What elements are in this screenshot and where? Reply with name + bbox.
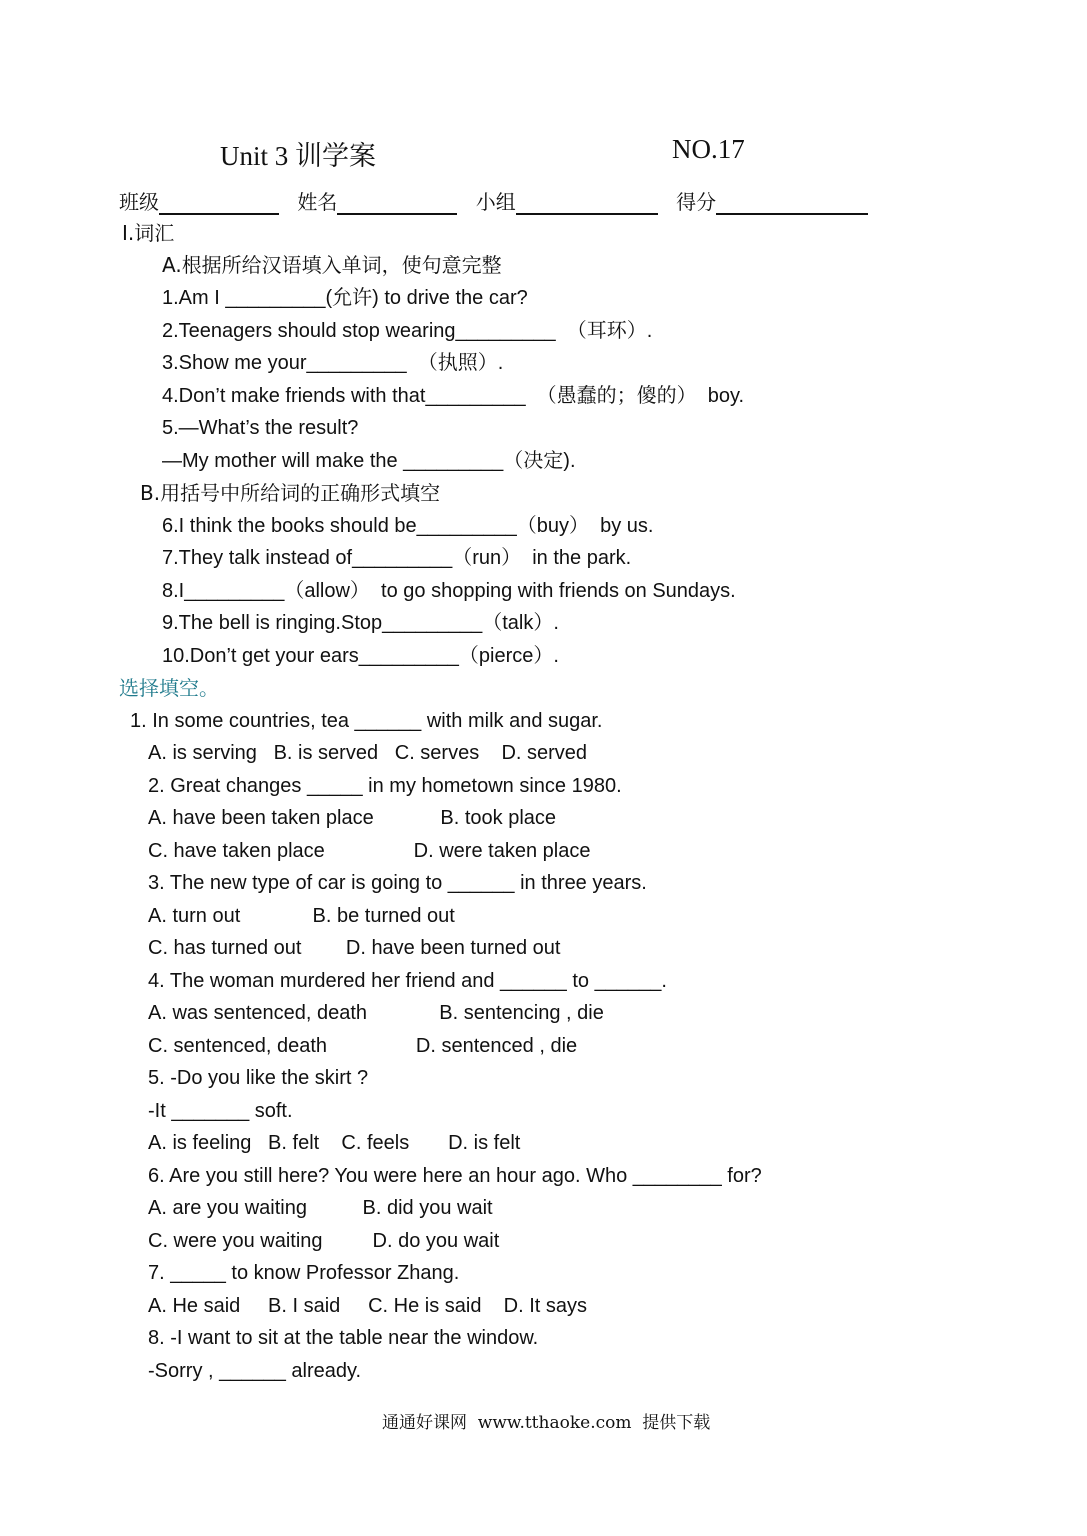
choice-line: -Sorry , ______ already.: [148, 1360, 362, 1382]
footer-source: 通通好课网 www.tthaoke.com 提供下载: [382, 1413, 711, 1433]
choice-line: C. have taken place D. were taken place: [148, 840, 591, 862]
name-label: 姓名: [297, 190, 338, 214]
choice-line: A. was sentenced, death B. sentencing , die: [148, 1002, 604, 1024]
choice-line: A. turn out B. be turned out: [148, 905, 455, 927]
choice-line: 2. Great changes _____ in my hometown since 1980.: [148, 775, 622, 797]
vocab-item: 4.Don’t make friends with that_________ （愚蠢的；傻的） boy.: [162, 385, 745, 407]
section-choice-heading: 选择填空。: [119, 676, 219, 700]
choice-line: 6. Are you still here? You were here an hour ago. Who ________ for?: [148, 1165, 762, 1187]
vocab-item: 5.—What’s the result?: [162, 417, 359, 439]
choice-line: A. is serving B. is served C. serves D. served: [148, 742, 588, 764]
choice-line: C. were you waiting D. do you wait: [148, 1230, 500, 1252]
choice-line: A. He said B. I said C. He is said D. It says: [148, 1295, 588, 1317]
choice-line: 5. -Do you like the skirt ?: [148, 1067, 369, 1089]
score-blank: [716, 191, 868, 215]
choice-line: 1. In some countries, tea ______ with milk and sugar.: [130, 710, 603, 732]
choice-line: 3. The new type of car is going to ______ in three years.: [148, 872, 647, 894]
choice-line: 4. The woman murdered her friend and ______ to ______.: [148, 970, 667, 992]
form-item: 9.The bell is ringing.Stop_________（talk）.: [162, 612, 559, 634]
class-label: 班级: [119, 190, 159, 214]
worksheet-number: NO.17: [672, 134, 745, 164]
class-blank: [159, 191, 279, 215]
choice-line: A. have been taken place B. took place: [148, 807, 557, 829]
form-item: 6.I think the books should be_________（buy） by us.: [162, 515, 654, 537]
choice-line: -It _______ soft.: [148, 1100, 293, 1122]
vocab-item: —My mother will make the _________（决定).: [162, 450, 576, 472]
name-blank: [337, 191, 457, 215]
choice-line: 7. _____ to know Professor Zhang.: [148, 1262, 460, 1284]
part-b-instruction: B.用括号中所给词的正确形式填空: [140, 481, 441, 505]
form-item: 8.I_________（allow） to go shopping with friends on Sundays.: [162, 580, 736, 602]
student-info-row: [119, 186, 880, 215]
choice-line: A. are you waiting B. did you wait: [148, 1197, 493, 1219]
group-blank: [516, 191, 658, 215]
vocab-item: 1.Am I _________(允许) to drive the car?: [162, 287, 528, 309]
part-a-instruction: A.根据所给汉语填入单词，使句意完整: [162, 253, 502, 277]
page-title: Unit 3 训学案: [220, 141, 377, 171]
form-item: 7.They talk instead of_________（run） in the park.: [162, 547, 632, 569]
choice-line: A. is feeling B. felt C. feels D. is felt: [148, 1132, 521, 1154]
choice-line: 8. -I want to sit at the table near the window.: [148, 1327, 539, 1349]
group-label: 小组: [475, 190, 516, 214]
score-label: 得分: [676, 190, 717, 214]
vocab-item: 2.Teenagers should stop wearing_________ （耳环）.: [162, 320, 653, 342]
choice-line: C. has turned out D. have been turned out: [148, 937, 561, 959]
choice-line: C. sentenced, death D. sentenced , die: [148, 1035, 578, 1057]
vocab-item: 3.Show me your_________ （执照）.: [162, 352, 504, 374]
section-vocabulary-heading: Ⅰ.词汇: [122, 221, 175, 245]
form-item: 10.Don’t get your ears_________（pierce）.: [162, 645, 559, 667]
